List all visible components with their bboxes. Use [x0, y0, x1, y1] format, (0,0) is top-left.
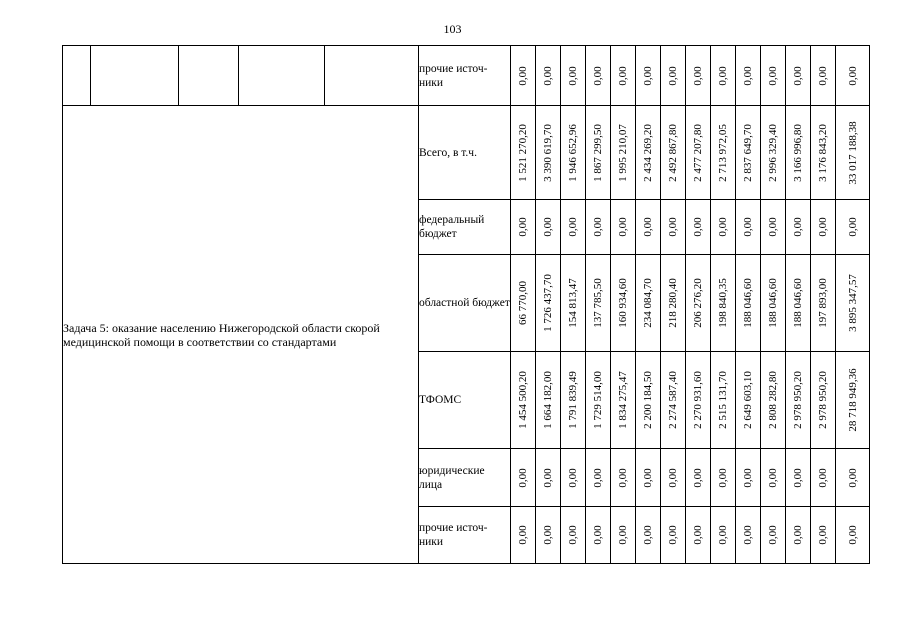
value-cell	[761, 106, 786, 200]
value-cell	[611, 507, 636, 564]
value-cell	[511, 352, 536, 449]
value-cell	[686, 200, 711, 255]
value-text: 137 785,50	[592, 278, 604, 328]
value-cell	[561, 106, 586, 200]
value-cell	[611, 449, 636, 507]
value-text: 3 176 843,20	[817, 123, 829, 182]
value-cell	[736, 449, 761, 507]
empty-cell	[325, 46, 419, 106]
value-cell	[536, 352, 561, 449]
value-text: 2 649 603,10	[742, 371, 754, 429]
value-cell	[536, 200, 561, 255]
value-text: 0,00	[717, 467, 729, 488]
source-label: прочие источ-ники	[419, 46, 511, 106]
page-number: 103	[443, 22, 462, 36]
value-text: 0,00	[792, 65, 804, 86]
source-label: Всего, в т.ч.	[419, 106, 511, 200]
value-text: 2 434 269,20	[642, 123, 654, 182]
value-text: 0,00	[642, 217, 654, 237]
value-text: 0,00	[692, 467, 704, 488]
value-cell	[786, 449, 811, 507]
value-text: 2 996 329,40	[767, 123, 779, 182]
value-cell	[611, 200, 636, 255]
value-cell	[661, 449, 686, 507]
value-text: 0,00	[567, 525, 579, 545]
value-text: 2 808 282,80	[767, 371, 779, 429]
value-text: 2 515 131,70	[717, 371, 729, 429]
table-row	[63, 106, 870, 200]
value-text: 1 521 270,20	[517, 123, 529, 182]
value-text: 0,00	[767, 467, 779, 488]
value-text: 0,00	[742, 217, 754, 237]
value-text: 0,00	[667, 525, 679, 545]
value-cell	[686, 507, 711, 564]
value-cell	[561, 255, 586, 352]
value-text: 197 893,00	[817, 278, 829, 328]
value-cell	[536, 46, 561, 106]
value-text: 1 995 210,07	[617, 123, 629, 182]
value-text: 1 867 299,50	[592, 123, 604, 182]
value-text: 0,00	[592, 525, 604, 545]
value-text: 1 729 514,00	[592, 371, 604, 429]
value-cell	[761, 200, 786, 255]
value-text: 0,00	[767, 65, 779, 86]
value-cell	[686, 449, 711, 507]
value-text: 0,00	[767, 525, 779, 545]
value-cell	[736, 255, 761, 352]
value-cell	[511, 106, 536, 200]
value-cell	[761, 46, 786, 106]
value-cell	[586, 449, 611, 507]
value-text: 2 978 950,20	[817, 371, 829, 429]
value-cell	[811, 46, 836, 106]
value-text: 33 017 188,38	[846, 120, 859, 185]
value-cell	[561, 449, 586, 507]
value-text: 0,00	[517, 217, 529, 237]
value-text: 0,00	[717, 525, 729, 545]
value-text: 0,00	[642, 525, 654, 545]
empty-cell	[91, 46, 179, 106]
value-cell	[836, 449, 870, 507]
value-text: 1 834 275,47	[617, 371, 629, 429]
value-cell	[636, 200, 661, 255]
value-cell	[611, 46, 636, 106]
value-cell	[661, 106, 686, 200]
value-text: 0,00	[717, 65, 729, 86]
value-cell	[761, 449, 786, 507]
value-cell	[786, 255, 811, 352]
value-cell	[661, 255, 686, 352]
value-cell	[611, 106, 636, 200]
empty-cell	[179, 46, 239, 106]
value-text: 2 200 184,50	[642, 371, 654, 429]
value-cell	[786, 352, 811, 449]
value-text: 0,00	[617, 525, 629, 545]
value-text: 188 046,60	[792, 278, 804, 328]
value-cell	[836, 352, 870, 449]
value-cell	[761, 507, 786, 564]
value-text: 0,00	[742, 525, 754, 545]
value-cell	[586, 106, 611, 200]
value-cell	[836, 255, 870, 352]
value-text: 0,00	[592, 217, 604, 237]
source-label: юридические лица	[419, 449, 511, 507]
value-text: 1 726 437,70	[542, 274, 554, 332]
value-cell	[686, 255, 711, 352]
value-text: 0,00	[567, 65, 579, 86]
value-cell	[561, 507, 586, 564]
value-text: 154 813,47	[567, 278, 579, 328]
value-text: 0,00	[667, 65, 679, 86]
value-text: 2 713 972,05	[717, 123, 729, 182]
value-text: 0,00	[817, 217, 829, 237]
value-text: 0,00	[817, 525, 829, 545]
value-text: 0,00	[742, 467, 754, 488]
value-cell	[761, 255, 786, 352]
value-text: 206 276,20	[692, 278, 704, 328]
value-cell	[836, 200, 870, 255]
value-cell	[561, 352, 586, 449]
value-cell	[786, 46, 811, 106]
value-text: 234 084,70	[642, 278, 654, 328]
empty-cell	[63, 46, 91, 106]
value-text: 2 270 931,60	[692, 371, 704, 429]
value-text: 0,00	[542, 217, 554, 237]
value-text: 1 946 652,96	[567, 123, 579, 182]
value-cell	[586, 352, 611, 449]
value-cell	[661, 200, 686, 255]
value-cell	[836, 507, 870, 564]
value-text: 3 166 996,80	[792, 123, 804, 182]
value-cell	[736, 200, 761, 255]
value-cell	[711, 352, 736, 449]
value-text: 160 934,60	[617, 278, 629, 328]
value-text: 0,00	[846, 525, 859, 545]
value-text: 1 664 182,00	[542, 371, 554, 429]
value-text: 0,00	[542, 467, 554, 488]
value-cell	[811, 255, 836, 352]
value-cell	[511, 507, 536, 564]
value-cell	[811, 200, 836, 255]
value-text: 0,00	[542, 525, 554, 545]
value-cell	[586, 200, 611, 255]
value-text: 0,00	[542, 65, 554, 86]
value-text: 0,00	[692, 65, 704, 86]
value-cell	[736, 106, 761, 200]
value-cell	[786, 507, 811, 564]
value-text: 0,00	[817, 65, 829, 86]
value-cell	[536, 106, 561, 200]
value-cell	[811, 507, 836, 564]
value-cell	[586, 507, 611, 564]
value-cell	[636, 507, 661, 564]
source-label: прочие источ-ники	[419, 507, 511, 564]
value-cell	[686, 46, 711, 106]
value-cell	[636, 352, 661, 449]
value-cell	[586, 46, 611, 106]
value-text: 0,00	[692, 525, 704, 545]
value-text: 2 837 649,70	[742, 123, 754, 182]
value-text: 0,00	[767, 217, 779, 237]
value-cell	[761, 352, 786, 449]
value-cell	[661, 352, 686, 449]
source-label: ТФОМС	[419, 352, 511, 449]
value-cell	[786, 200, 811, 255]
value-text: 0,00	[792, 525, 804, 545]
source-label: федеральный бюджет	[419, 200, 511, 255]
value-cell	[611, 255, 636, 352]
value-cell	[636, 255, 661, 352]
value-text: 2 477 207,80	[692, 123, 704, 182]
value-text: 2 274 587,40	[667, 371, 679, 429]
value-text: 0,00	[517, 65, 529, 86]
value-text: 1 791 839,49	[567, 371, 579, 429]
value-text: 0,00	[617, 217, 629, 237]
value-cell	[736, 507, 761, 564]
value-cell	[711, 449, 736, 507]
value-text: 188 046,60	[767, 278, 779, 328]
value-cell	[636, 106, 661, 200]
value-cell	[811, 449, 836, 507]
value-text: 0,00	[846, 217, 859, 237]
value-text: 0,00	[817, 467, 829, 488]
value-cell	[511, 449, 536, 507]
value-text: 0,00	[742, 65, 754, 86]
value-cell	[511, 46, 536, 106]
value-cell	[836, 106, 870, 200]
value-cell	[736, 352, 761, 449]
value-text: 0,00	[592, 65, 604, 86]
value-text: 0,00	[517, 525, 529, 545]
value-text: 3 895 347,57	[846, 274, 859, 332]
value-text: 0,00	[617, 65, 629, 86]
value-cell	[536, 507, 561, 564]
value-cell	[711, 255, 736, 352]
value-text: 0,00	[592, 467, 604, 488]
value-cell	[636, 46, 661, 106]
value-cell	[711, 200, 736, 255]
value-cell	[611, 352, 636, 449]
value-cell	[661, 46, 686, 106]
value-text: 0,00	[642, 467, 654, 488]
table-row	[63, 46, 870, 106]
value-text: 2 978 950,20	[792, 371, 804, 429]
value-text: 0,00	[567, 217, 579, 237]
value-cell	[811, 352, 836, 449]
value-cell	[511, 255, 536, 352]
budget-table	[62, 45, 870, 564]
value-cell	[786, 106, 811, 200]
value-text: 3 390 619,70	[542, 123, 554, 182]
value-text: 0,00	[846, 467, 859, 488]
task-label: Задача 5: оказание населению Нижегородской области скорой медицинской помощи в соответствии со стандартами	[63, 106, 419, 564]
value-text: 0,00	[667, 217, 679, 237]
value-cell	[686, 106, 711, 200]
value-text: 2 492 867,80	[667, 123, 679, 182]
value-cell	[536, 449, 561, 507]
value-text: 188 046,60	[742, 278, 754, 328]
empty-cell	[239, 46, 325, 106]
value-cell	[711, 507, 736, 564]
value-text: 0,00	[567, 467, 579, 488]
value-text: 0,00	[792, 467, 804, 488]
value-text: 218 280,40	[667, 278, 679, 328]
value-cell	[711, 46, 736, 106]
value-text: 0,00	[717, 217, 729, 237]
value-text: 0,00	[692, 217, 704, 237]
value-text: 28 718 949,36	[846, 368, 859, 432]
value-cell	[836, 46, 870, 106]
value-text: 0,00	[617, 467, 629, 488]
value-text: 0,00	[642, 65, 654, 86]
value-cell	[511, 200, 536, 255]
value-cell	[811, 106, 836, 200]
value-text: 0,00	[792, 217, 804, 237]
source-label: областной бюджет	[419, 255, 511, 352]
value-text: 198 840,35	[717, 278, 729, 328]
value-text: 1 454 500,20	[517, 371, 529, 429]
value-cell	[711, 106, 736, 200]
value-cell	[561, 46, 586, 106]
value-cell	[636, 449, 661, 507]
value-text: 0,00	[846, 65, 859, 86]
value-cell	[661, 507, 686, 564]
value-cell	[536, 255, 561, 352]
value-text: 0,00	[517, 467, 529, 488]
value-cell	[736, 46, 761, 106]
value-cell	[561, 200, 586, 255]
value-text: 0,00	[667, 467, 679, 488]
value-cell	[686, 352, 711, 449]
value-text: 66 770,00	[517, 281, 529, 325]
value-cell	[586, 255, 611, 352]
